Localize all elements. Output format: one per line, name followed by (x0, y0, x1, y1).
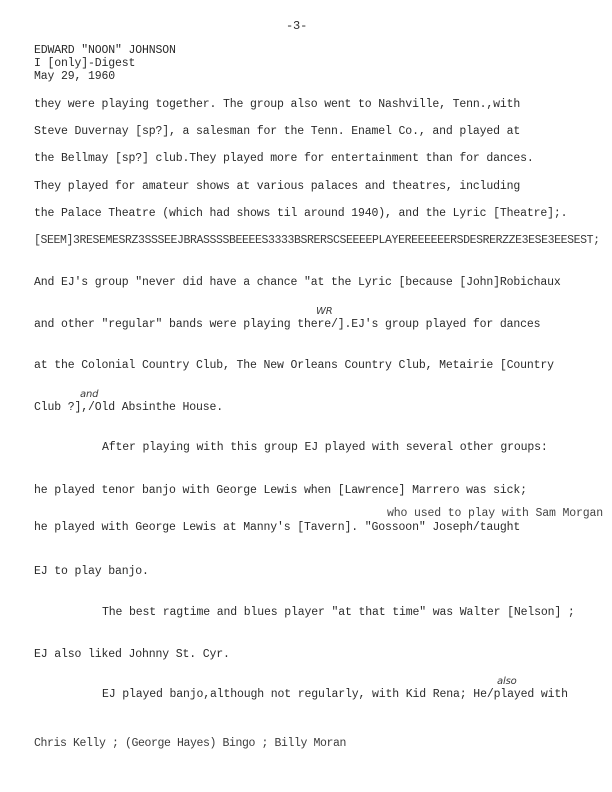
typed-insert-sam-morgan: who used to play with Sam Morgan (387, 507, 604, 520)
handwritten-insert-also: also (497, 676, 517, 687)
text-line-17: EJ played banjo,although not regularly, with Kid Rena; He/played with (102, 688, 568, 701)
text-line-9: at the Colonial Country Club, The New Orleans Country Club, Metairie [Country (34, 359, 554, 372)
text-line-4: They played for amateur shows at various palaces and theatres, including (34, 180, 521, 193)
text-line-3: the Bellmay [sp?] club.They played more for entertainment than for dances. (34, 152, 534, 165)
text-line-10: Club ?],/Old Absinthe House. (34, 401, 224, 414)
struck-out-line: [SEEM]3RESEMESRZ3SSSEEJBRASSSSBEEEES3333BSRERSCSEEEEPLAYEREEEEEERSDESRERZZE3ESE3EESEST; (34, 234, 600, 247)
text-line-11: After playing with this group EJ played with several other groups: (102, 441, 548, 454)
text-line-7: And EJ's group "never did have a chance "at the Lyric [because [John]Robichaux (34, 276, 561, 289)
text-line-8: and other "regular" bands were playing there/].EJ's group played for dances (34, 318, 541, 331)
text-line-12: he played tenor banjo with George Lewis when [Lawrence] Marrero was sick; (34, 484, 527, 497)
text-line-15: The best ragtime and blues player "at that time" was Walter [Nelson] ; (102, 606, 575, 619)
text-line-5: the Palace Theatre (which had shows til around 1940), and the Lyric [Theatre];. (34, 207, 568, 220)
header-name: EDWARD "NOON" JOHNSON (34, 44, 176, 57)
text-line-2: Steve Duvernay [sp?], a salesman for the Tenn. Enamel Co., and played at (34, 125, 521, 138)
header-date: May 29, 1960 (34, 70, 116, 83)
text-line-13: he played with George Lewis at Manny's [Tavern]. "Gossoon" Joseph/taught (34, 521, 521, 534)
header-reel: I [only]-Digest (34, 57, 136, 70)
page-number: -3- (286, 19, 308, 33)
text-line-18: Chris Kelly ; (George Hayes) Bingo ; Billy Moran (34, 737, 347, 750)
text-line-1: they were playing together. The group also went to Nashville, Tenn.,with (34, 98, 521, 111)
handwritten-insert-wr: WR (316, 306, 333, 317)
text-line-16: EJ also liked Johnny St. Cyr. (34, 648, 230, 661)
handwritten-insert-and: and (80, 389, 99, 400)
text-line-14: EJ to play banjo. (34, 565, 149, 578)
